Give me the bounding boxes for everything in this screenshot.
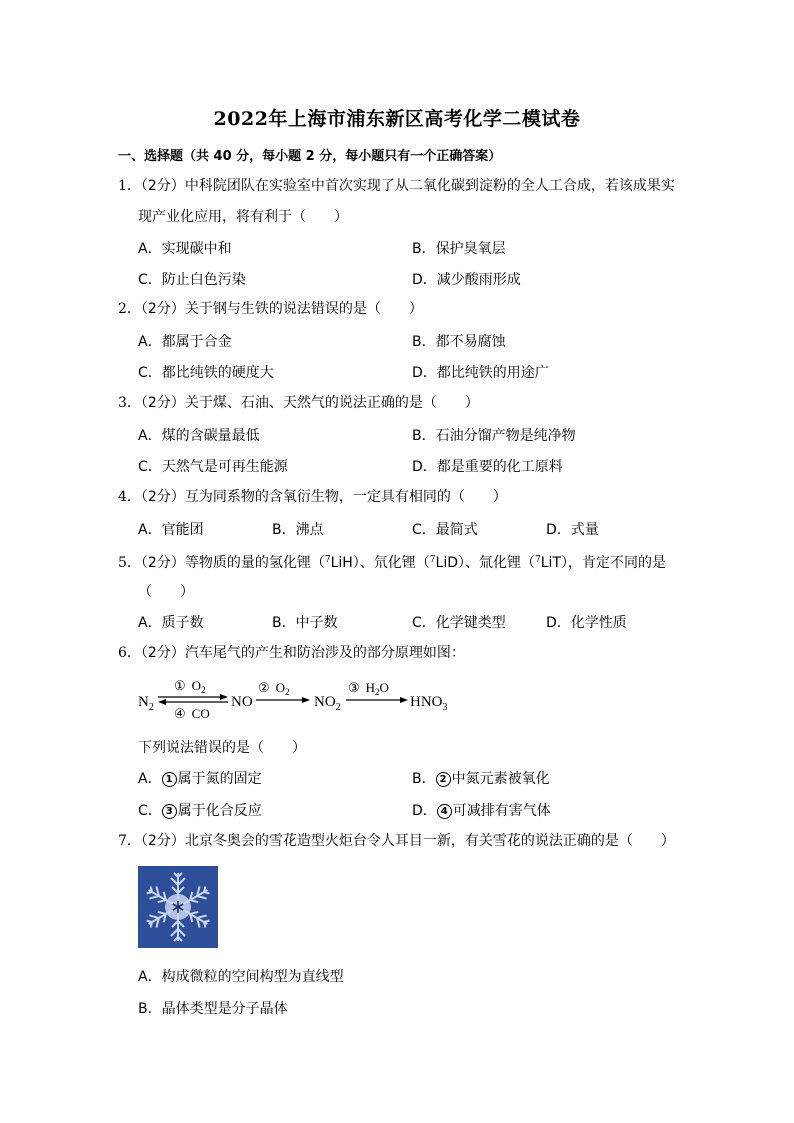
q6-option-c[interactable] (138, 800, 262, 820)
q7-option-b[interactable]: B．晶体类型是分子晶体 (138, 1001, 288, 1017)
q4-option-a[interactable]: A．官能团 (138, 522, 204, 538)
arrow-3-head (400, 697, 408, 703)
reaction-4-label: ④ CO (174, 706, 210, 721)
arrow-2-head (302, 697, 310, 703)
question-score: （2分） (140, 489, 185, 505)
circled-number: 2 (436, 772, 451, 787)
question-stem: 汽车尾气的产生和防治涉及的部分原理如图： (184, 645, 465, 661)
question-number: 3． (118, 395, 141, 411)
q3-option-a[interactable]: A．煤的含碳量最低 (138, 428, 260, 444)
q6-option-a[interactable] (138, 768, 262, 788)
question-score: （2分） (140, 833, 185, 849)
question-number: 6． (118, 645, 141, 661)
question-score: （2分） (140, 178, 185, 194)
question-stem: 关于钢与生铁的说法错误的是（ ） (184, 301, 423, 317)
question-5 (118, 550, 666, 573)
q1-option-a[interactable]: A．实现碳中和 (138, 241, 232, 257)
option-letter: C． (138, 803, 162, 819)
question-5-stem-cont: （ ） (138, 584, 194, 600)
reaction-1-label: ① $O_2$ (174, 678, 206, 695)
question-stem: 北京冬奥会的雪花造型火炬台令人耳目一新，有关雪花的说法正确的是（ ） (184, 833, 675, 849)
isotope-mass: 7 (324, 555, 331, 565)
formula-lid: LiD）、氚化锂（ (435, 555, 536, 571)
no-label: NO (231, 694, 253, 710)
option-text: 中氮元素被氧化 (451, 771, 550, 787)
page-title: 2022年上海市浦东新区高考化学二模试卷 (213, 108, 581, 130)
circled-number: 3 (162, 804, 177, 819)
question-number: 5． (118, 555, 141, 571)
question-6 (118, 643, 465, 663)
question-stem: 互为同系物的含氧衍生物，一定具有相同的（ ） (184, 489, 507, 505)
question-4 (118, 487, 507, 507)
question-2 (118, 299, 423, 319)
question-score: （2分） (140, 301, 185, 317)
snowflake-image (138, 866, 218, 948)
option-text: 属于氮的固定 (177, 771, 262, 787)
question-score: （2分） (140, 395, 185, 411)
question-number: 2． (118, 301, 141, 317)
option-letter: B． (412, 771, 436, 787)
isotope-mass: 7 (535, 555, 541, 565)
option-text: 可减排有害气体 (452, 803, 551, 819)
circled-number: 1 (162, 772, 177, 787)
q3-option-c[interactable]: C．天然气是可再生能源 (138, 459, 288, 475)
arrow-4-head (158, 699, 166, 705)
section-heading: 一、选择题（共 40 分，每小题 2 分，每小题只有一个正确答案） (118, 149, 502, 164)
question-7 (118, 831, 675, 851)
option-letter: D． (412, 803, 437, 819)
arrow-1-head (220, 694, 228, 700)
question-stem: 等物质的量的氢化锂（ (184, 555, 325, 571)
q1-option-c[interactable]: C．防止白色污染 (138, 272, 246, 288)
q2-option-d[interactable]: D．都比纯铁的用途广 (412, 365, 549, 381)
reaction-scheme (138, 676, 478, 722)
question-1 (118, 176, 675, 196)
no2-label: $NO_2$ (314, 694, 341, 713)
question-number: 7． (118, 833, 141, 849)
q2-option-b[interactable]: B．都不易腐蚀 (412, 334, 506, 350)
q5-option-c[interactable]: C．化学键类型 (412, 615, 506, 631)
q2-option-c[interactable]: C．都比纯铁的硬度大 (138, 365, 274, 381)
question-6-stem-cont: 下列说法错误的是（ ） (138, 740, 306, 756)
q4-option-b[interactable]: B．沸点 (272, 522, 324, 538)
question-stem: 关于煤、石油、天然气的说法正确的是（ ） (184, 395, 479, 411)
q3-option-d[interactable]: D．都是重要的化工原料 (412, 459, 563, 475)
question-number: 4． (118, 489, 141, 505)
option-text: 属于化合反应 (177, 803, 262, 819)
q3-option-b[interactable]: B．石油分馏产物是纯净物 (412, 428, 576, 444)
question-score: （2分） (140, 555, 185, 571)
q7-option-a[interactable]: A．构成微粒的空间构型为直线型 (138, 969, 344, 985)
q1-option-d[interactable]: D．减少酸雨形成 (412, 272, 521, 288)
formula-lih: LiH）、氘化锂（ (330, 555, 430, 571)
q4-option-c[interactable]: C．最简式 (412, 522, 478, 538)
reaction-3-label: ③ $H_2O$ (348, 680, 389, 697)
q5-option-a[interactable]: A．质子数 (138, 615, 204, 631)
question-1-stem-cont: 现产业化应用，将有利于（ ） (138, 209, 348, 225)
isotope-mass: 7 (429, 555, 436, 565)
q1-option-b[interactable]: B．保护臭氧层 (412, 241, 506, 257)
q4-option-d[interactable]: D．式量 (546, 522, 599, 538)
question-3 (118, 393, 479, 413)
question-number: 1． (118, 178, 141, 194)
n2-label: $N_2$ (138, 694, 154, 713)
q6-option-d[interactable] (412, 800, 551, 820)
hno3-label: $HNO_3$ (410, 694, 448, 713)
q5-option-d[interactable]: D．化学性质 (546, 615, 627, 631)
reaction-2-label: ② $O_2$ (258, 680, 290, 697)
circled-number: 4 (437, 804, 452, 819)
q6-option-b[interactable] (412, 768, 550, 788)
q5-option-b[interactable]: B．中子数 (272, 615, 338, 631)
question-score: （2分） (140, 645, 185, 661)
option-letter: A． (138, 771, 162, 787)
q2-option-a[interactable]: A．都属于合金 (138, 334, 232, 350)
formula-lit: LiT），肯定不同的是 (540, 555, 666, 571)
question-stem: 中科院团队在实验室中首次实现了从二氧化碳到淀粉的全人工合成，若该成果实 (184, 178, 675, 194)
